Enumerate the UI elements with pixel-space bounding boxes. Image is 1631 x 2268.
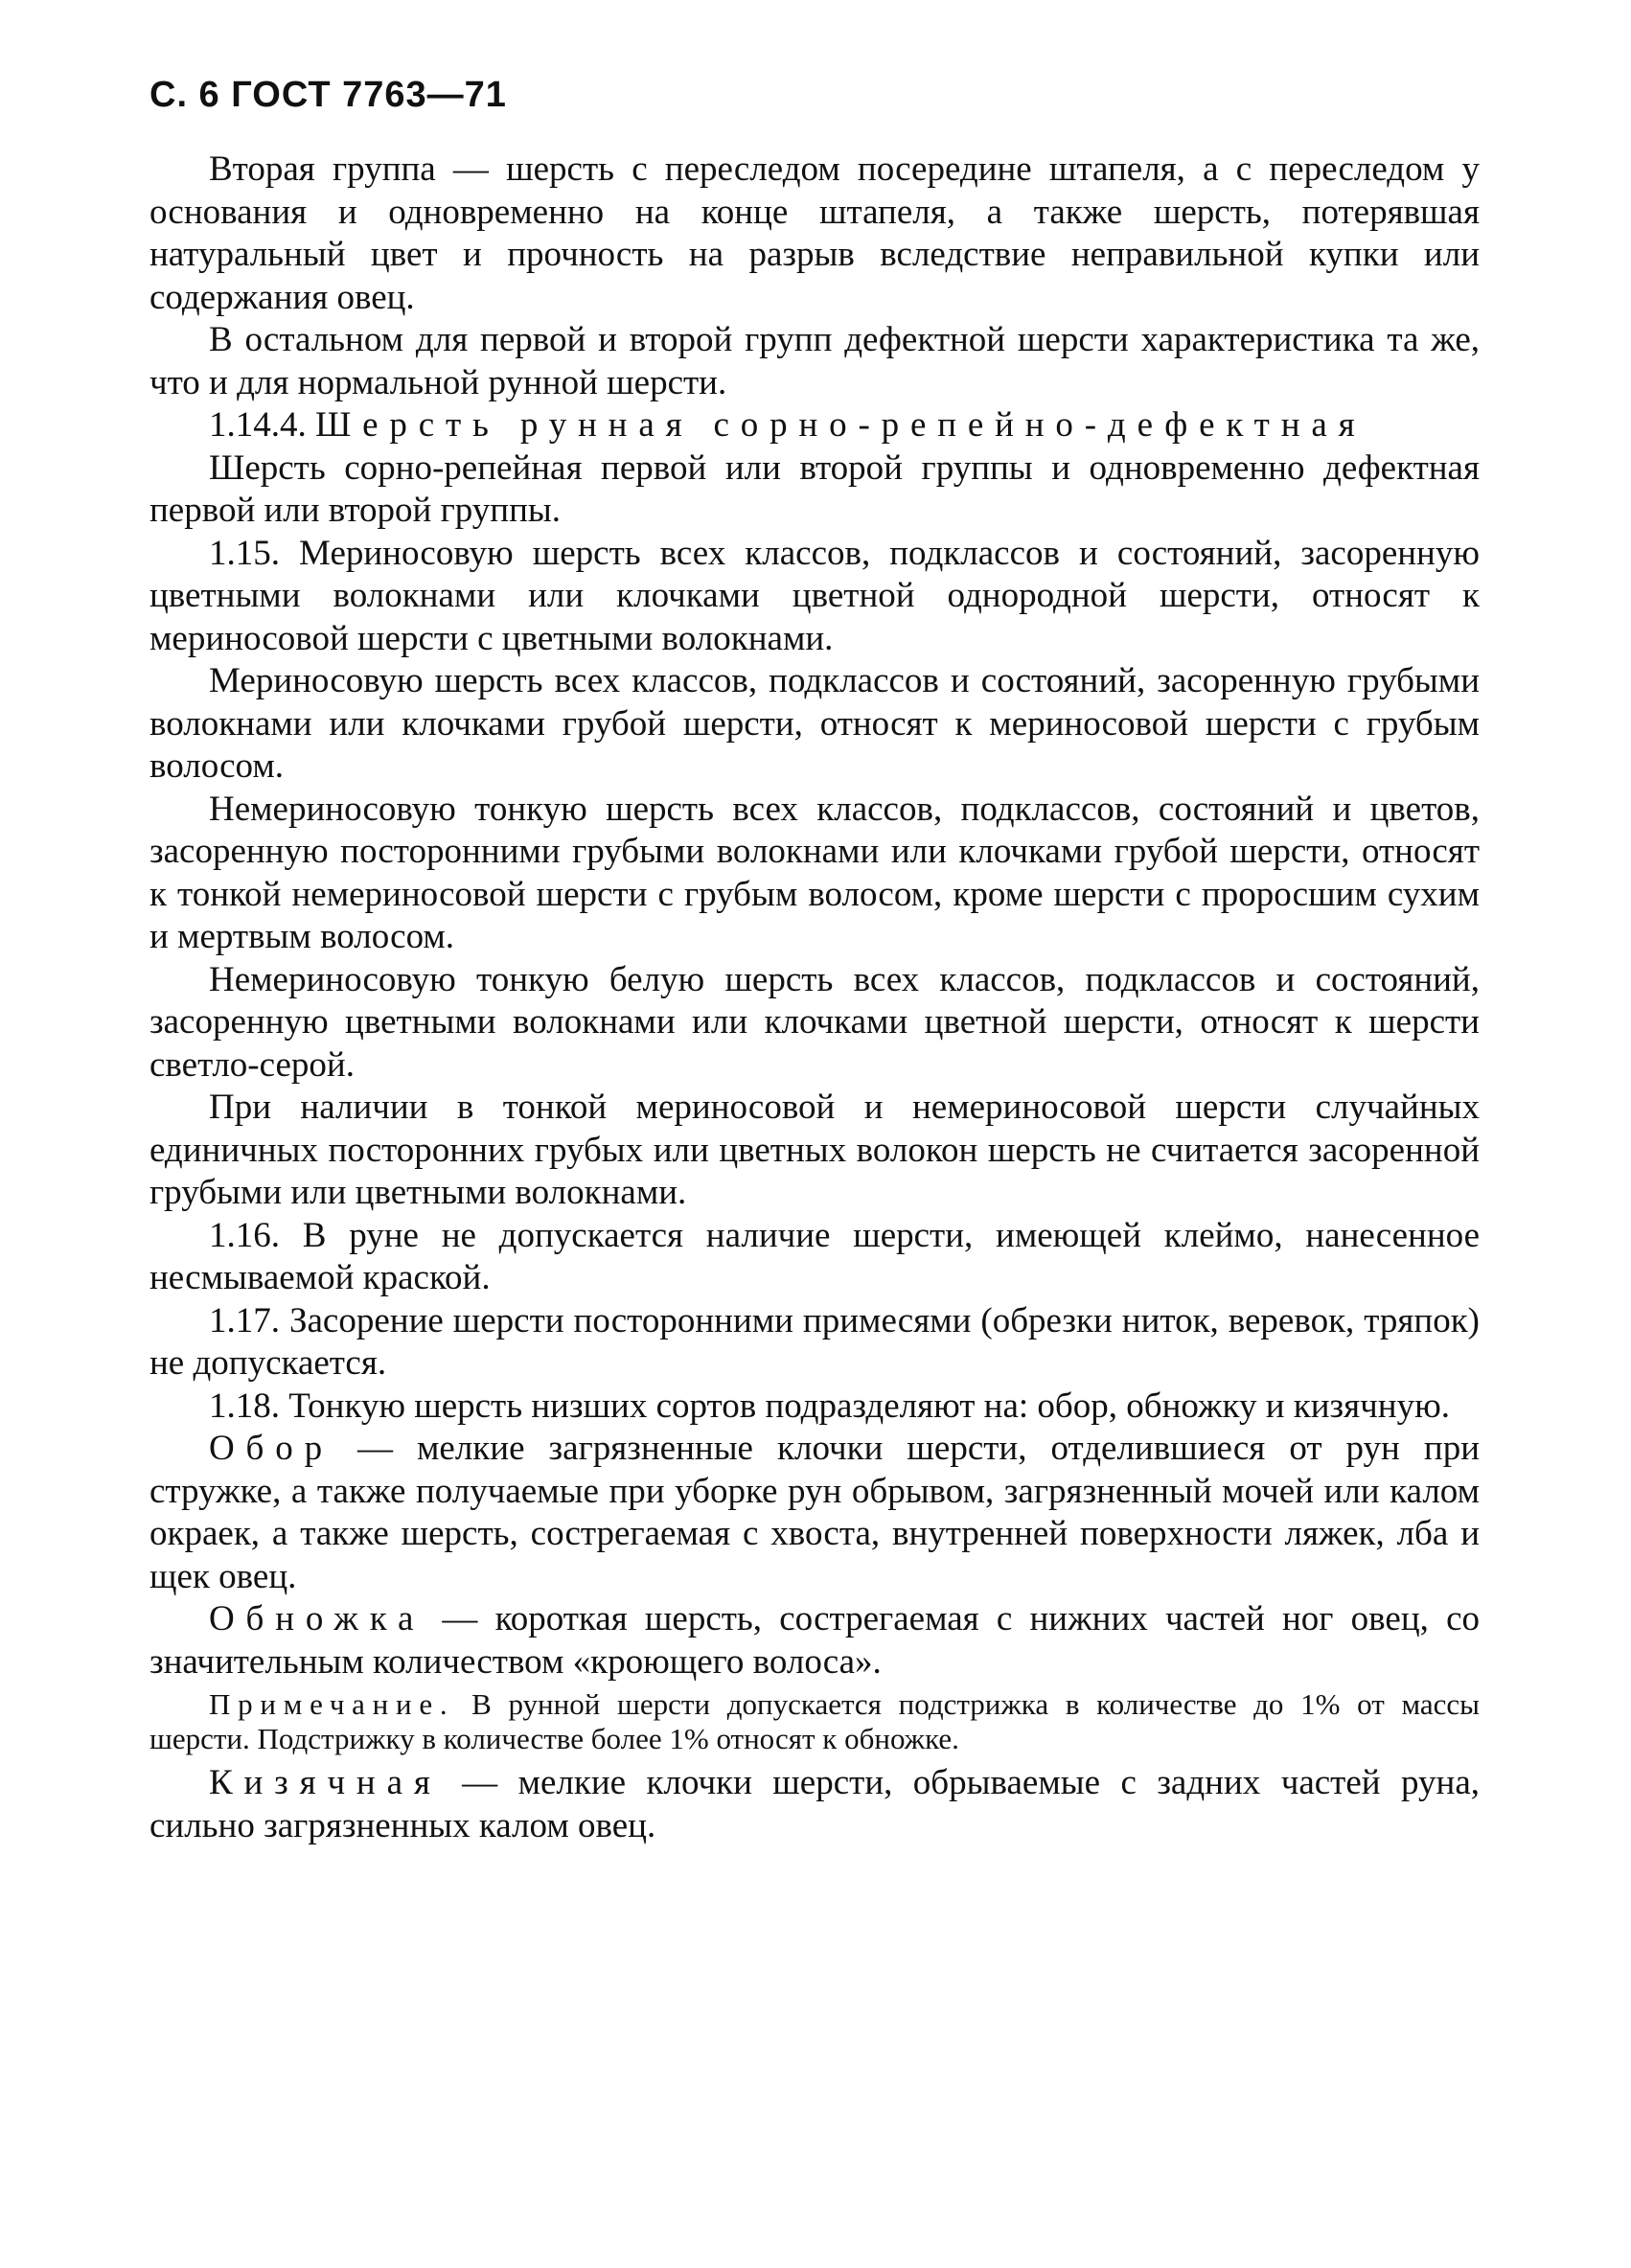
paragraph-obnozhka [149,1598,1480,1684]
section-1-14-4-heading [149,404,1480,447]
paragraph-1-15: 1.15. Мериносовую шерсть всех классов, подклассов и состояний, засоренную цветными волокнами или клочками цветной однородной шерсти, относят к мериносовой шерсти с цветными волокнами. [149,533,1480,658]
note [149,1687,1480,1756]
note-label: Примечание. [209,1687,455,1721]
page-header: С. 6 ГОСТ 7763—71 [149,75,507,115]
term-kizyachnaya: Кизячная [209,1763,442,1802]
paragraph-1-17: 1.17. Засорение шерсти посторонними примесями (обрезки ниток, веревок, тряпок) не допускается. [149,1300,1480,1383]
document-body [149,149,1480,1847]
paragraph-weedy-defective: Шерсть сорно-репейная первой или второй группы и одновременно дефектная первой или второй группы. [149,447,1480,530]
definition-kizyachnaya: — мелкие клочки шерсти, обрываемые с задних частей руна, сильно загрязненных калом овец. [149,1763,1480,1845]
section-number: 1.14.4. [209,405,307,445]
paragraph-merino-coarse: Мериносовую шерсть всех классов, подклассов и состояний, засоренную грубыми волокнами или клочками грубой шерсти, относят к мериносовой шерсти с грубым волосом. [149,661,1480,786]
term-obnozhka: Обножка [209,1599,425,1638]
paragraph-non-merino-coarse: Немериносовую тонкую шерсть всех классов, подклассов, состояний и цветов, засоренную посторонними грубыми волокнами или клочками грубой шерсти, относят к тонкой немериносовой шерсти с грубым волосом, кроме шерсти с проросшим сухим и мертвым волосом. [149,789,1480,956]
paragraph-1-18: 1.18. Тонкую шерсть низших сортов подразделяют на: обор, обножку и кизячную. [209,1386,1450,1426]
term-obor: Обор [209,1429,333,1468]
definition-obnozhka: — короткая шерсть, сострегаемая с нижних частей ног овец, со значительным количеством «кроющего волоса». [149,1599,1480,1682]
paragraph-obor [149,1428,1480,1598]
paragraph-other-characteristics: В остальном для первой и второй групп дефектной шерсти характеристика та же, что и для нормальной рунной шерсти. [149,320,1480,402]
paragraph-second-group: Вторая группа — шерсть с переследом посередине штапеля, а с переследом у основания и одновременно на конце штапеля, а также шерсть, потерявшая натуральный цвет и прочность на разрыв вследствие неправильной купки или содержания овец. [149,149,1480,317]
section-title: Шерсть рунная сорно-репейно-дефектная [315,405,1367,445]
paragraph-kizyachnaya [149,1762,1480,1847]
paragraph-non-merino-white: Немериносовую тонкую белую шерсть всех классов, подклассов и состояний, засоренную цветными волокнами или клочками цветной шерсти, относят к шерсти светло-серой. [149,959,1480,1085]
paragraph-1-16: 1.16. В руне не допускается наличие шерсти, имеющей клеймо, нанесенное несмываемой краской. [149,1215,1480,1297]
note-text: В рунной шерсти допускается подстрижка в количестве до 1% от массы шерсти. Подстрижку в количестве более 1% относят к обножке. [149,1687,1480,1755]
paragraph-random-fibers: При наличии в тонкой мериносовой и немериносовой шерсти случайных единичных посторонних грубых или цветных волокон шерсть не считается засоренной грубыми или цветными волокнами. [149,1088,1480,1212]
definition-obor: — мелкие загрязненные клочки шерсти, отделившиеся от рун при стружке, а также получаемые при уборке рун обрывом, загрязненный мочей или калом окраек, а также шерсть, сострегаемая с хвоста, внутренней поверхности ляжек, лба и щек овец. [149,1429,1480,1596]
